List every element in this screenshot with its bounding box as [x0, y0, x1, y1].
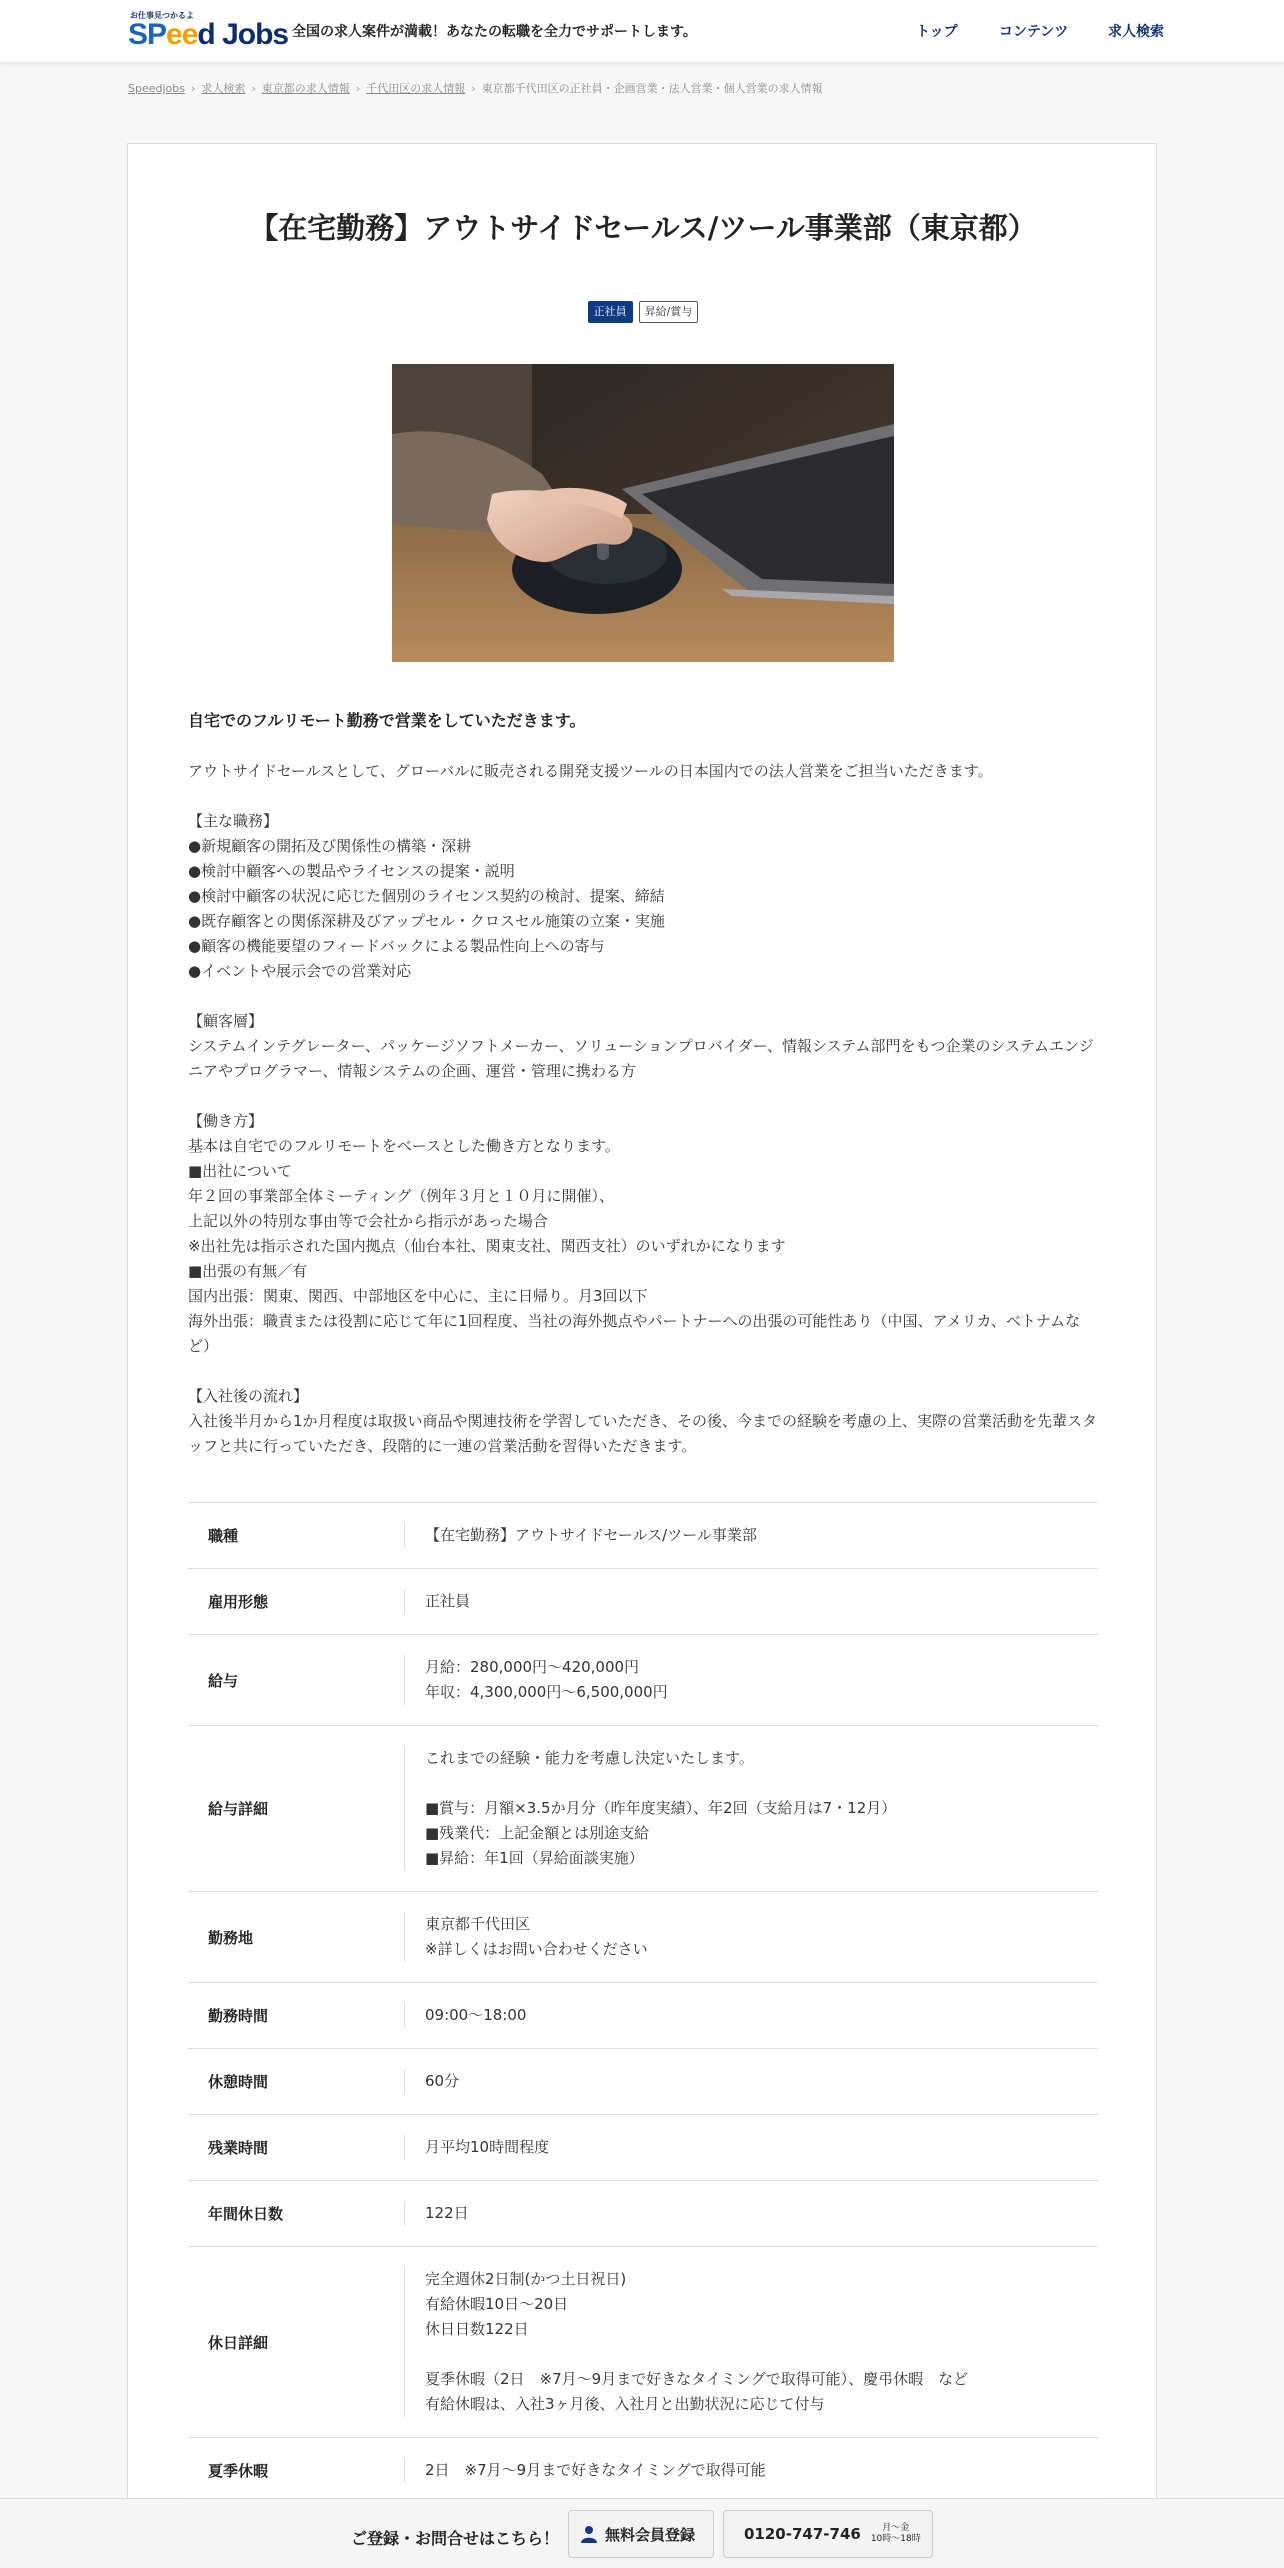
breadcrumb: [128, 80, 823, 96]
table-row: [188, 1726, 1098, 1892]
nav-job-search-link[interactable]: 求人検索: [1108, 24, 1164, 40]
breadcrumb-separator: ›: [355, 82, 361, 95]
table-row: [188, 2181, 1098, 2247]
detail-value: 09:00〜18:00: [404, 2003, 1098, 2028]
detail-value: 【在宅勤務】アウトサイドセールス/ツール事業部: [404, 1523, 1098, 1548]
nav-contents-link[interactable]: コンテンツ: [999, 24, 1069, 40]
phone-contact-button[interactable]: [723, 2510, 933, 2558]
detail-value: 東京都千代田区 ※詳しくはお問い合わせください: [404, 1912, 1098, 1962]
nav-top-link[interactable]: トップ: [916, 24, 958, 40]
detail-value: 月平均10時間程度: [404, 2135, 1098, 2160]
detail-value: 月給：280,000円～420,000円 年収：4,300,000円～6,500,000円: [404, 1655, 1098, 1705]
free-registration-button[interactable]: [568, 2510, 714, 2558]
table-row: [188, 1892, 1098, 1983]
breadcrumb-current: 東京都千代田区の正社員・企画営業・法人営業・個人営業の求人情報: [481, 82, 823, 95]
detail-value: 60分: [404, 2069, 1098, 2094]
table-row: [188, 2247, 1098, 2438]
detail-label: 給与詳細: [188, 1726, 384, 1892]
desc-customers: 【顧客層】 システムインテグレーター、パッケージソフトメーカー、ソリューションプロバイダー、情報システム部門をもつ企業のシステムエンジニアやプログラマー、情報システムの企画、運営・管理に携わる方: [188, 1012, 1094, 1080]
job-detail-table: [188, 1502, 1098, 2504]
tag-employment-type: 正社員: [588, 301, 633, 323]
business-hours: 月～金 10時～18時: [870, 2523, 921, 2544]
detail-label: 勤務時間: [188, 1983, 384, 2049]
breadcrumb-separator: ›: [190, 82, 196, 95]
job-photo-hand-on-mouse: [392, 364, 894, 662]
site-logo[interactable]: [128, 10, 289, 51]
table-row: [188, 1635, 1098, 1726]
site-header: [0, 0, 1284, 62]
detail-label: 給与: [188, 1635, 384, 1726]
contact-prompt: ご登録・お問合せはこちら！: [351, 2529, 560, 2548]
job-tags: [128, 300, 1158, 323]
logo-wordmark: SPeed Jobs: [128, 18, 289, 51]
detail-label: 夏季休暇: [188, 2438, 384, 2504]
detail-label: 職種: [188, 1503, 384, 1569]
logo-subtitle: お仕事見つかるよ: [130, 11, 194, 20]
detail-label: 残業時間: [188, 2115, 384, 2181]
detail-label: 雇用形態: [188, 1569, 384, 1635]
desc-onboarding: 【入社後の流れ】 入社後半月から1か月程度は取扱い商品や関連技術を学習していただき、その後、今までの経験を考慮の上、実際の営業活動を先輩スタッフと共に行っていただき、段階的に一連の営業活動を習得いただきます。: [188, 1387, 1097, 1455]
detail-value: 2日 ※7月～9月まで好きなタイミングで取得可能: [404, 2458, 1098, 2483]
table-row: [188, 2049, 1098, 2115]
breadcrumb-home-link[interactable]: Speedjobs: [128, 82, 185, 95]
desc-work-style: 【働き方】 基本は自宅でのフルリモートをベースとした働き方となります。 ■出社について 年２回の事業部全体ミーティング（例年３月と１０月に開催）、 上記以外の特別な事由等で会社から指示があった場合 ※出社先は指示された国内拠点（仙台本社、関東支社、関西支社）のいずれかになります ■出張の有無／有 国内出張：関東、関西、中部地区を中心に、主に日帰り。月3回以下 海外出張：職責または役割に応じて年に1回程度、当社の海外拠点やパートナーへの出張の可能性あり（中国、アメリカ、ベトナムなど）: [188, 1112, 1081, 1355]
breadcrumb-separator: ›: [251, 82, 256, 95]
site-tagline: 全国の求人案件が満載！あなたの転職を全力でサポートします。: [292, 24, 697, 40]
job-lead: 自宅でのフルリモート勤務で営業をしていただきます。: [188, 711, 586, 730]
breadcrumb-separator: ›: [471, 82, 476, 95]
detail-value: 122日: [404, 2201, 1098, 2226]
phone-number: 0120-747-746: [744, 2525, 861, 2543]
table-row: [188, 2115, 1098, 2181]
desc-intro: アウトサイドセールスとして、グローバルに販売される開発支援ツールの日本国内での法人営業をご担当いただきます。: [188, 762, 993, 780]
job-detail-card: [127, 143, 1157, 2568]
detail-label: 休憩時間: [188, 2049, 384, 2115]
desc-main-duties: 【主な職務】 ●新規顧客の開拓及び関係性の構築・深耕 ●検討中顧客への製品やライセンスの提案・説明 ●検討中顧客の状況に応じた個別のライセンス契約の検討、提案、締結 ●既存顧客との関係深耕及びアップセル・クロスセル施策の立案・実施 ●顧客の機能要望のフィードバックによる製品性向上への寄与 ●イベントや展示会での営業対応: [188, 812, 665, 980]
table-row: [188, 1983, 1098, 2049]
detail-value: 完全週休2日制(かつ土日祝日) 有給休暇10日～20日 休日日数122日 夏季休暇（2日 ※7月～9月まで好きなタイミングで取得可能）、慶弔休暇 など 有給休暇は、入社3ヶ月後、入社月と出勤状況に応じて付与: [404, 2267, 1098, 2417]
tag-raise-bonus: 昇給/賞与: [639, 301, 699, 323]
breadcrumb-tokyo-link[interactable]: 東京都の求人情報: [261, 82, 350, 95]
job-title: 【在宅勤務】アウトサイドセールス/ツール事業部（東京都）: [249, 211, 1037, 245]
detail-label: 休日詳細: [188, 2247, 384, 2438]
detail-label: 勤務地: [188, 1892, 384, 1983]
user-icon: [581, 2525, 597, 2543]
detail-label: 年間休日数: [188, 2181, 384, 2247]
detail-value: 正社員: [404, 1589, 1098, 1614]
sticky-contact-bar: [0, 2498, 1284, 2568]
table-row: [188, 2438, 1098, 2504]
breadcrumb-chiyoda-link[interactable]: 千代田区の求人情報: [366, 82, 466, 95]
breadcrumb-search-link[interactable]: 求人検索: [201, 82, 246, 95]
free-registration-label: 無料会員登録: [605, 2525, 696, 2544]
job-description: [188, 759, 1098, 1459]
detail-value: これまでの経験・能力を考慮し決定いたします。 ■賞与：月額×3.5か月分（昨年度実績）、年2回（支給月は7・12月） ■残業代：上記金額とは別途支給 ■昇給：年1回（昇給面談実施）: [404, 1746, 1098, 1871]
table-row: [188, 1503, 1098, 1569]
table-row: [188, 1569, 1098, 1635]
